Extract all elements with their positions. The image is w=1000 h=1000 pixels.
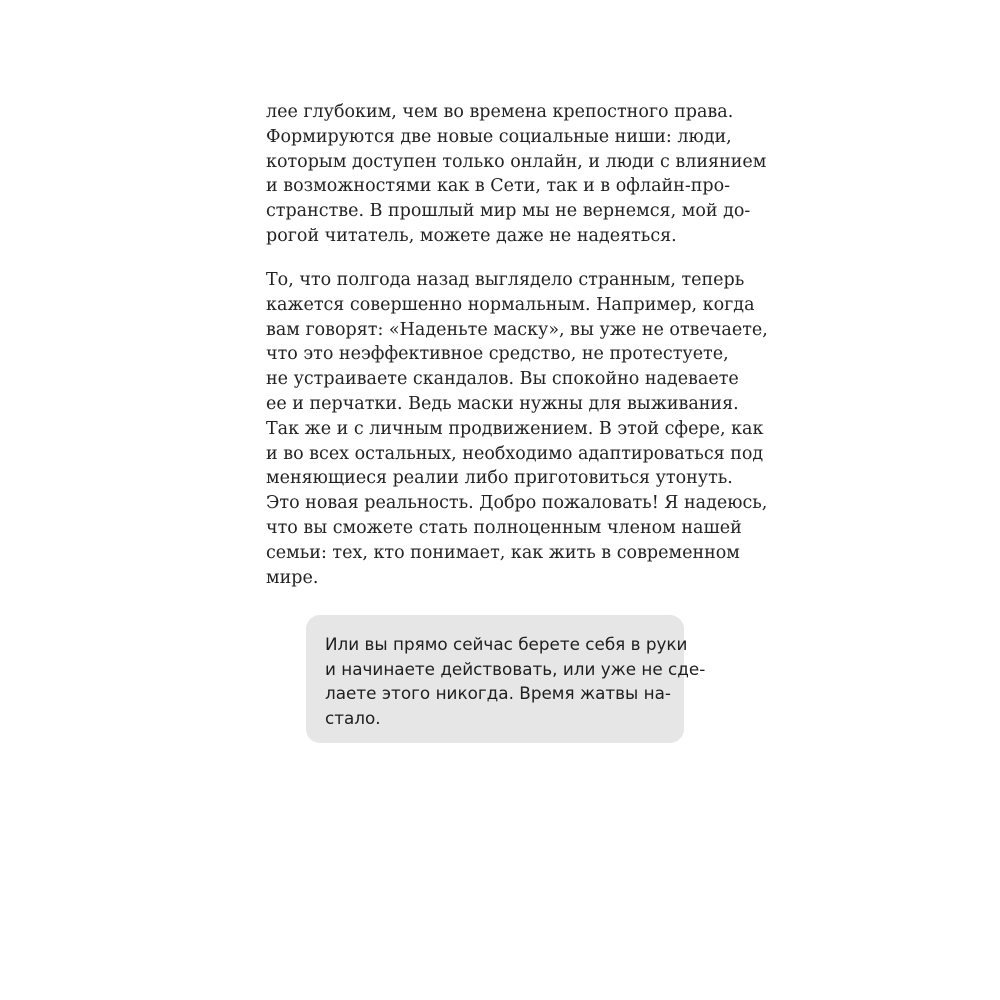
paragraph-1 xyxy=(266,100,767,249)
text-line: и во всех остальных, необходимо адаптироваться под xyxy=(266,443,764,464)
text-line: семьи: тех, кто понимает, как жить в современном xyxy=(266,542,740,563)
text-line: лее глубоким, чем во времена крепостного права. xyxy=(266,102,734,122)
text-line: которым доступен только онлайн, и люди с влиянием xyxy=(266,151,767,172)
text-line: кажется совершенно нормальным. Например, когда xyxy=(266,294,755,315)
text-line: рогой читатель, можете даже не надеяться. xyxy=(266,225,677,246)
text-line: что это неэффективное средство, не протестуете, xyxy=(266,344,729,365)
text-line: Формируются две новые социальные ниши: люди, xyxy=(266,126,732,147)
paragraph-2 xyxy=(266,268,768,590)
text-line: что вы сможете стать полноценным членом нашей xyxy=(266,517,742,538)
callout-text xyxy=(325,632,706,731)
callout-line: Или вы прямо сейчас берете себя в руки xyxy=(325,634,688,654)
text-line: Это новая реальность. Добро пожаловать! Я надеюсь, xyxy=(266,493,768,514)
text-line: То, что полгода назад выглядело странным, теперь xyxy=(266,270,745,290)
text-line: ее и перчатки. Ведь маски нужны для выживания. xyxy=(266,393,739,414)
text-line: меняющиеся реалии либо приготовиться утонуть. xyxy=(266,468,733,489)
text-line: не устраиваете скандалов. Вы спокойно надеваете xyxy=(266,369,739,390)
text-line: мире. xyxy=(266,567,319,588)
text-line: странстве. В прошлый мир мы не вернемся, мой до- xyxy=(266,201,751,222)
text-line: вам говорят: «Наденьте маску», вы уже не отвечаете, xyxy=(266,319,768,340)
text-line: и возможностями как в Сети, так и в офлайн-про- xyxy=(266,176,731,197)
text-line: Так же и с личным продвижением. В этой сфере, как xyxy=(266,418,764,439)
callout-line: и начинаете действовать, или уже не сде- xyxy=(325,658,706,679)
callout-box xyxy=(306,615,706,743)
callout-line: стало. xyxy=(325,708,381,729)
callout-line: лаете этого никогда. Время жатвы на- xyxy=(325,683,671,704)
